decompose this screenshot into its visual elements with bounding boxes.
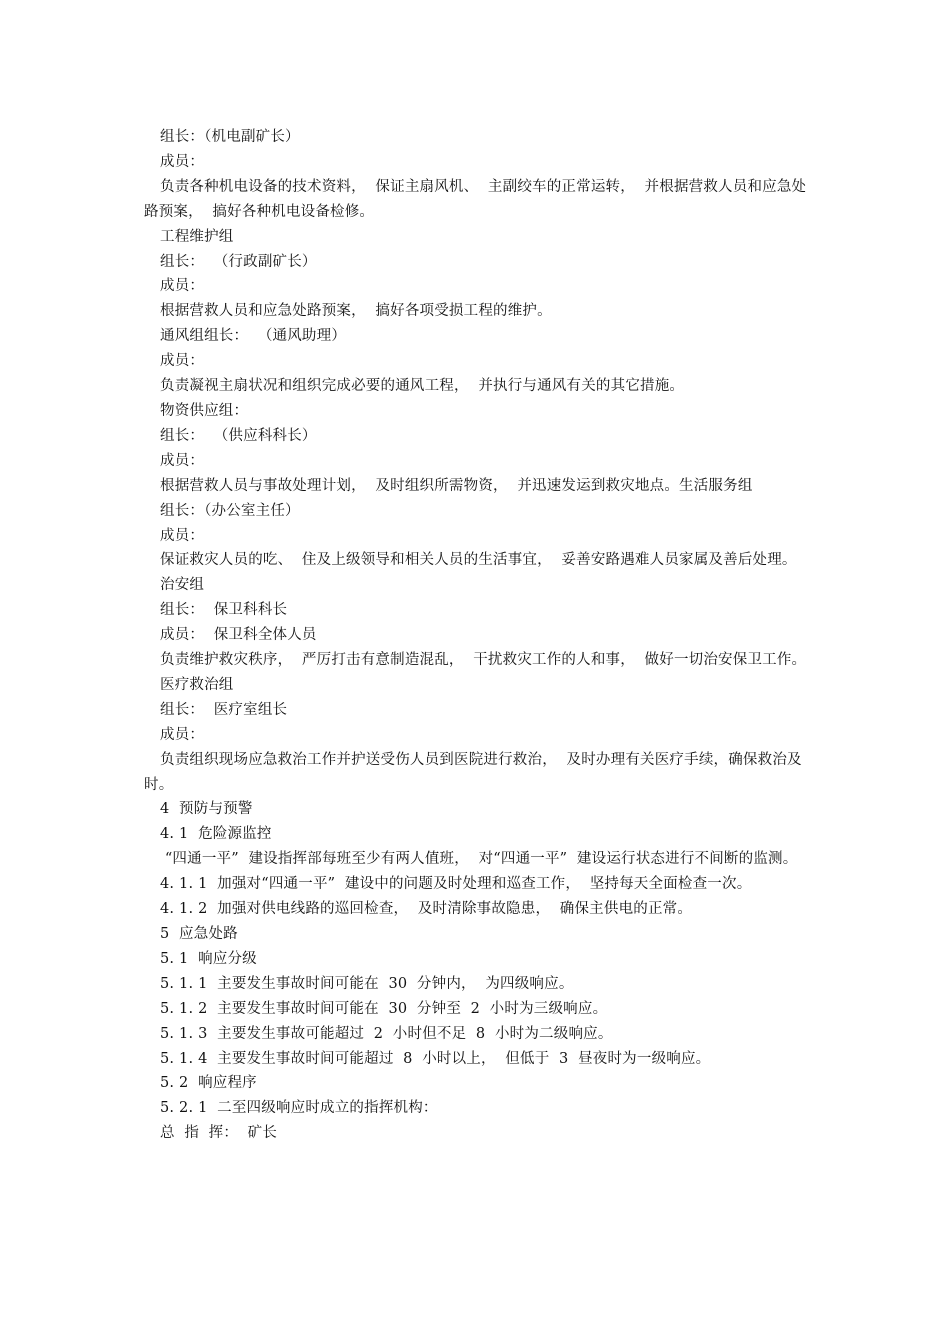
text-paragraph: 负责凝视主扇状况和组织完成必要的通风工程， 并执行与通风有关的其它措施。 — [160, 378, 685, 395]
section-heading: 5 应急处路 — [160, 926, 238, 942]
text-paragraph: 根据营救人员和应急处路预案， 搞好各项受损工程的维护。 — [160, 303, 552, 320]
section-heading: 医疗救治组 — [160, 676, 234, 693]
text-line: 5. 1. 3 主要发生事故可能超过 2 小时但不足 8 小时为二级响应。 — [160, 1025, 613, 1042]
text-line: 总 指 挥： 矿长 — [160, 1125, 278, 1142]
text-line: 成员： — [160, 527, 205, 544]
text-line: 5. 1. 1 主要发生事故时间可能在 30 分钟内， 为四级响应。 — [160, 975, 574, 992]
text-line: 组长： 保卫科科长 — [160, 602, 288, 619]
text-line: 成员： — [160, 153, 205, 170]
text-line: 5. 1. 4 主要发生事故时间可能超过 8 小时以上， 但低于 3 昼夜时为一级响应。 — [160, 1050, 711, 1067]
text-paragraph: 负责各种机电设备的技术资料， 保证主扇风机、 主副绞车的正常运转， 并根据营救人员和应急处路预案， 搞好各种机电设备检修。 — [144, 178, 807, 220]
text-line: 4. 1. 2 加强对供电线路的巡回检查， 及时清除事故隐患， 确保主供电的正常。 — [160, 901, 693, 918]
text-line: 组长： （供应科科长） — [160, 427, 317, 444]
subsection-heading: 5. 1 响应分级 — [160, 950, 257, 967]
text-line: 组长： 医疗室组长 — [160, 701, 288, 718]
text-line: 5. 1. 2 主要发生事故时间可能在 30 分钟至 2 小时为三级响应。 — [160, 1000, 608, 1017]
document-body — [144, 125, 810, 1146]
subsection-heading: 5. 2 响应程序 — [160, 1075, 257, 1092]
text-line: 5. 2. 1 二至四级响应时成立的指挥机构： — [160, 1100, 438, 1117]
text-line: 组长：（办公室主任） — [160, 502, 300, 519]
text-line: 4. 1. 1 加强对“四通一平” 建设中的问题及时处理和巡查工作， 坚持每天全面检查一次。 — [160, 876, 752, 893]
section-heading: 通风组组长： （通风助理） — [160, 328, 347, 345]
text-line: 成员： — [160, 278, 205, 295]
text-line: 成员： — [160, 726, 205, 743]
text-line: 组长： （行政副矿长） — [160, 253, 317, 270]
subsection-heading: 4. 1 危险源监控 — [160, 826, 272, 843]
section-heading: 4 预防与预警 — [160, 801, 253, 818]
section-heading: 工程维护组 — [160, 228, 234, 245]
section-heading: 物资供应组： — [160, 402, 249, 419]
text-paragraph: 保证救灾人员的吃、 住及上级领导和相关人员的生活事宜， 妥善安路遇难人员家属及善后处理。 — [160, 552, 797, 569]
text-paragraph: 根据营救人员与事故处理计划， 及时组织所需物资， 并迅速发运到救灾地点。生活服务组 — [160, 477, 753, 494]
text-line: 组长：（机电副矿长） — [160, 129, 300, 145]
text-line: 成员： 保卫科全体人员 — [160, 627, 317, 644]
text-paragraph: “四通一平” 建设指挥部每班至少有两人值班， 对“四通一平” 建设运行状态进行不间断的监测。 — [160, 851, 798, 868]
text-paragraph: 负责组织现场应急救治工作并护送受伤人员到医院进行救治， 及时办理有关医疗手续，确保救治及时。 — [144, 751, 802, 793]
text-line: 成员： — [160, 353, 205, 370]
section-heading: 治安组 — [160, 577, 205, 594]
text-paragraph: 负责维护救灾秩序， 严厉打击有意制造混乱， 干扰救灾工作的人和事， 做好一切治安保卫工作。 — [160, 652, 807, 669]
text-line: 成员： — [160, 452, 205, 469]
